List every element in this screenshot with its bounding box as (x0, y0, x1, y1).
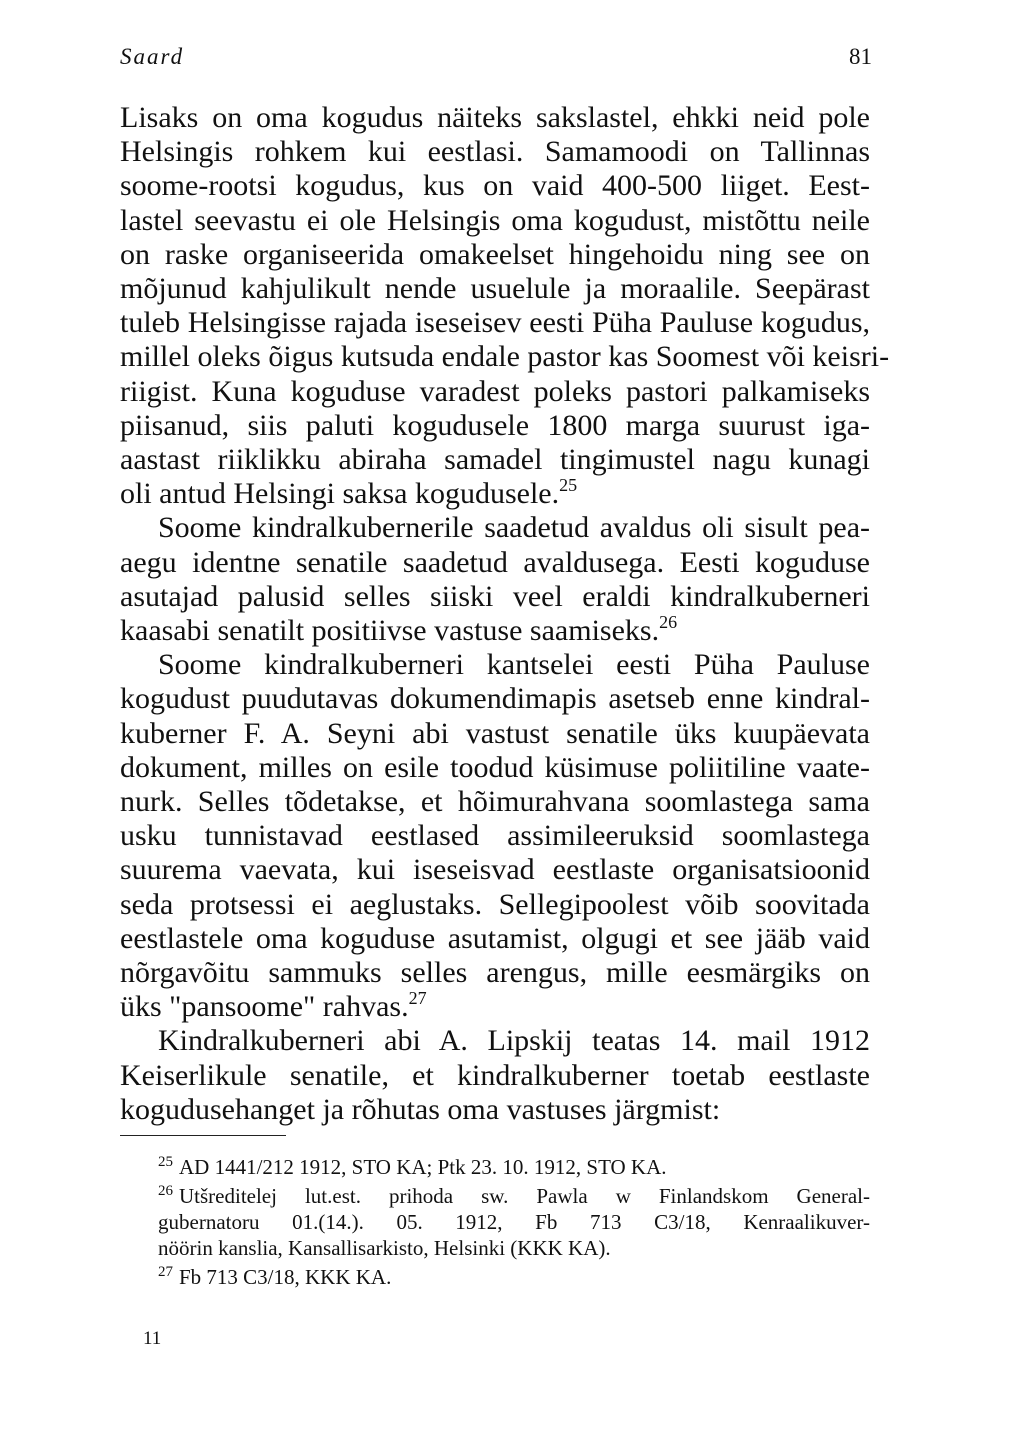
footnote-line: nöörin kanslia, Kansallisarkisto, Helsinki (KKK KA). (158, 1236, 611, 1260)
text-line: Kindralkuberneri abi A. Lipskij teatas 14. mail 1912 (158, 1024, 870, 1058)
text-line: suurema vaevata, kui iseseisvad eestlaste organisatsioonid (120, 853, 870, 887)
footnote-text: AD 1441/212 1912, STO KA; Ptk 23. 10. 1912, STO KA. (179, 1155, 667, 1179)
body-text (120, 101, 890, 1127)
footnote-line (158, 1154, 870, 1180)
text-line-with-ref (120, 477, 870, 511)
text-line: üks "pansoome" rahvas. (120, 990, 409, 1024)
text-line: Keiserlikule senatile, et kindralkuberner toetab eestlaste (120, 1058, 870, 1092)
footnote-ref-26[interactable]: 26 (659, 612, 678, 633)
footnote-27 (158, 1264, 870, 1290)
text-line-with-ref (120, 990, 870, 1024)
page-number: 81 (849, 44, 872, 69)
footnote-number: 25 (158, 1154, 173, 1170)
footnote-ref-25[interactable]: 25 (559, 475, 578, 496)
text-line: riigist. Kuna koguduse varadest poleks pastori palkamiseks (120, 374, 870, 408)
footnote-divider (120, 1135, 286, 1136)
footnote-line (158, 1183, 870, 1209)
text-line: kogudusehanget ja rõhutas oma vastuses järgmist: (120, 1092, 721, 1126)
text-line: dokument, milles on esile toodud küsimuse poliitiline vaate- (120, 750, 870, 784)
footnotes (158, 1154, 870, 1293)
text-line: nurk. Selles tõdetakse, et hõimurahvana soomlastega sama (120, 785, 870, 819)
text-line: Lisaks on oma kogudus näiteks sakslastel, ehkki neid pole (120, 101, 870, 134)
footnote-ref-27[interactable]: 27 (408, 988, 427, 1009)
footnote-line (158, 1264, 870, 1290)
running-title: Saard (120, 44, 185, 69)
text-line-with-ref (120, 614, 870, 648)
text-line: aegu identne senatile saadetud avaldusega. Eesti koguduse (120, 545, 870, 579)
text-line: lastel seevastu ei ole Helsingis oma kogudust, mistõttu neile (120, 203, 870, 237)
text-line: kuberner F. A. Seyni abi vastust senatile üks kuupäevata (120, 716, 870, 750)
text-line: Helsingis rohkem kui eestlasi. Samamoodi on Tallinnas (120, 135, 870, 169)
footnote-26 (158, 1183, 870, 1261)
text-line: mõjunud kahjulikult nende usuelule ja moraalile. Seepärast (120, 272, 870, 306)
text-line: usku tunnistavad eestlased assimileeruksid soomlastega (120, 819, 870, 853)
text-line: on raske organiseerida omakeelset hingehoidu ning see on (120, 237, 870, 271)
text-line: nõrgavõitu sammuks selles arengus, mille eesmärgiks on (120, 956, 870, 990)
text-line: Soome kindralkubernerile saadetud avaldus oli sisult pea- (158, 511, 870, 545)
text-line: aastast riiklikku abiraha samadel tingimustel nagu kunagi (120, 443, 870, 477)
text-line: asutajad palusid selles siiski veel eraldi kindralkuberneri (120, 579, 870, 613)
footnote-number: 26 (158, 1183, 173, 1199)
text-line: eestlastele oma koguduse asutamist, olgugi et see jääb vaid (120, 921, 870, 955)
footnote-number: 27 (158, 1264, 173, 1280)
text-line: kogudust puudutavas dokumendimapis asetseb enne kindral- (120, 682, 870, 716)
text-line: Soome kindralkuberneri kantselei eesti Püha Pauluse (158, 648, 870, 682)
footnote-text: Utšreditelej lut.est. prihoda sw. Pawla w Finlandskom General- (179, 1184, 870, 1208)
printer-signature-mark: 11 (143, 1328, 162, 1349)
running-header (120, 44, 872, 78)
footnote-text: Fb 713 C3/18, KKK KA. (179, 1265, 392, 1289)
text-line: soome-rootsi kogudus, kus on vaid 400-500 liiget. Eest- (120, 169, 870, 203)
text-line: millel oleks õigus kutsuda endale pastor kas Soomest või keisri- (120, 340, 890, 374)
text-line: seda protsessi ei aeglustaks. Sellegipoolest võib soovitada (120, 887, 870, 921)
text-line: piisanud, siis paluti kogudusele 1800 marga suurust iga- (120, 408, 870, 442)
footnote-25 (158, 1154, 870, 1180)
text-line: kaasabi senatilt positiivse vastuse saamiseks. (120, 614, 660, 648)
footnote-line: gubernatoru 01.(14.). 05. 1912, Fb 713 C3/18, Kenraalikuver- (158, 1210, 870, 1234)
text-line: tuleb Helsingisse rajada iseseisev eesti Püha Pauluse kogudus, (120, 306, 870, 340)
text-line: oli antud Helsingi saksa kogudusele. (120, 477, 560, 511)
